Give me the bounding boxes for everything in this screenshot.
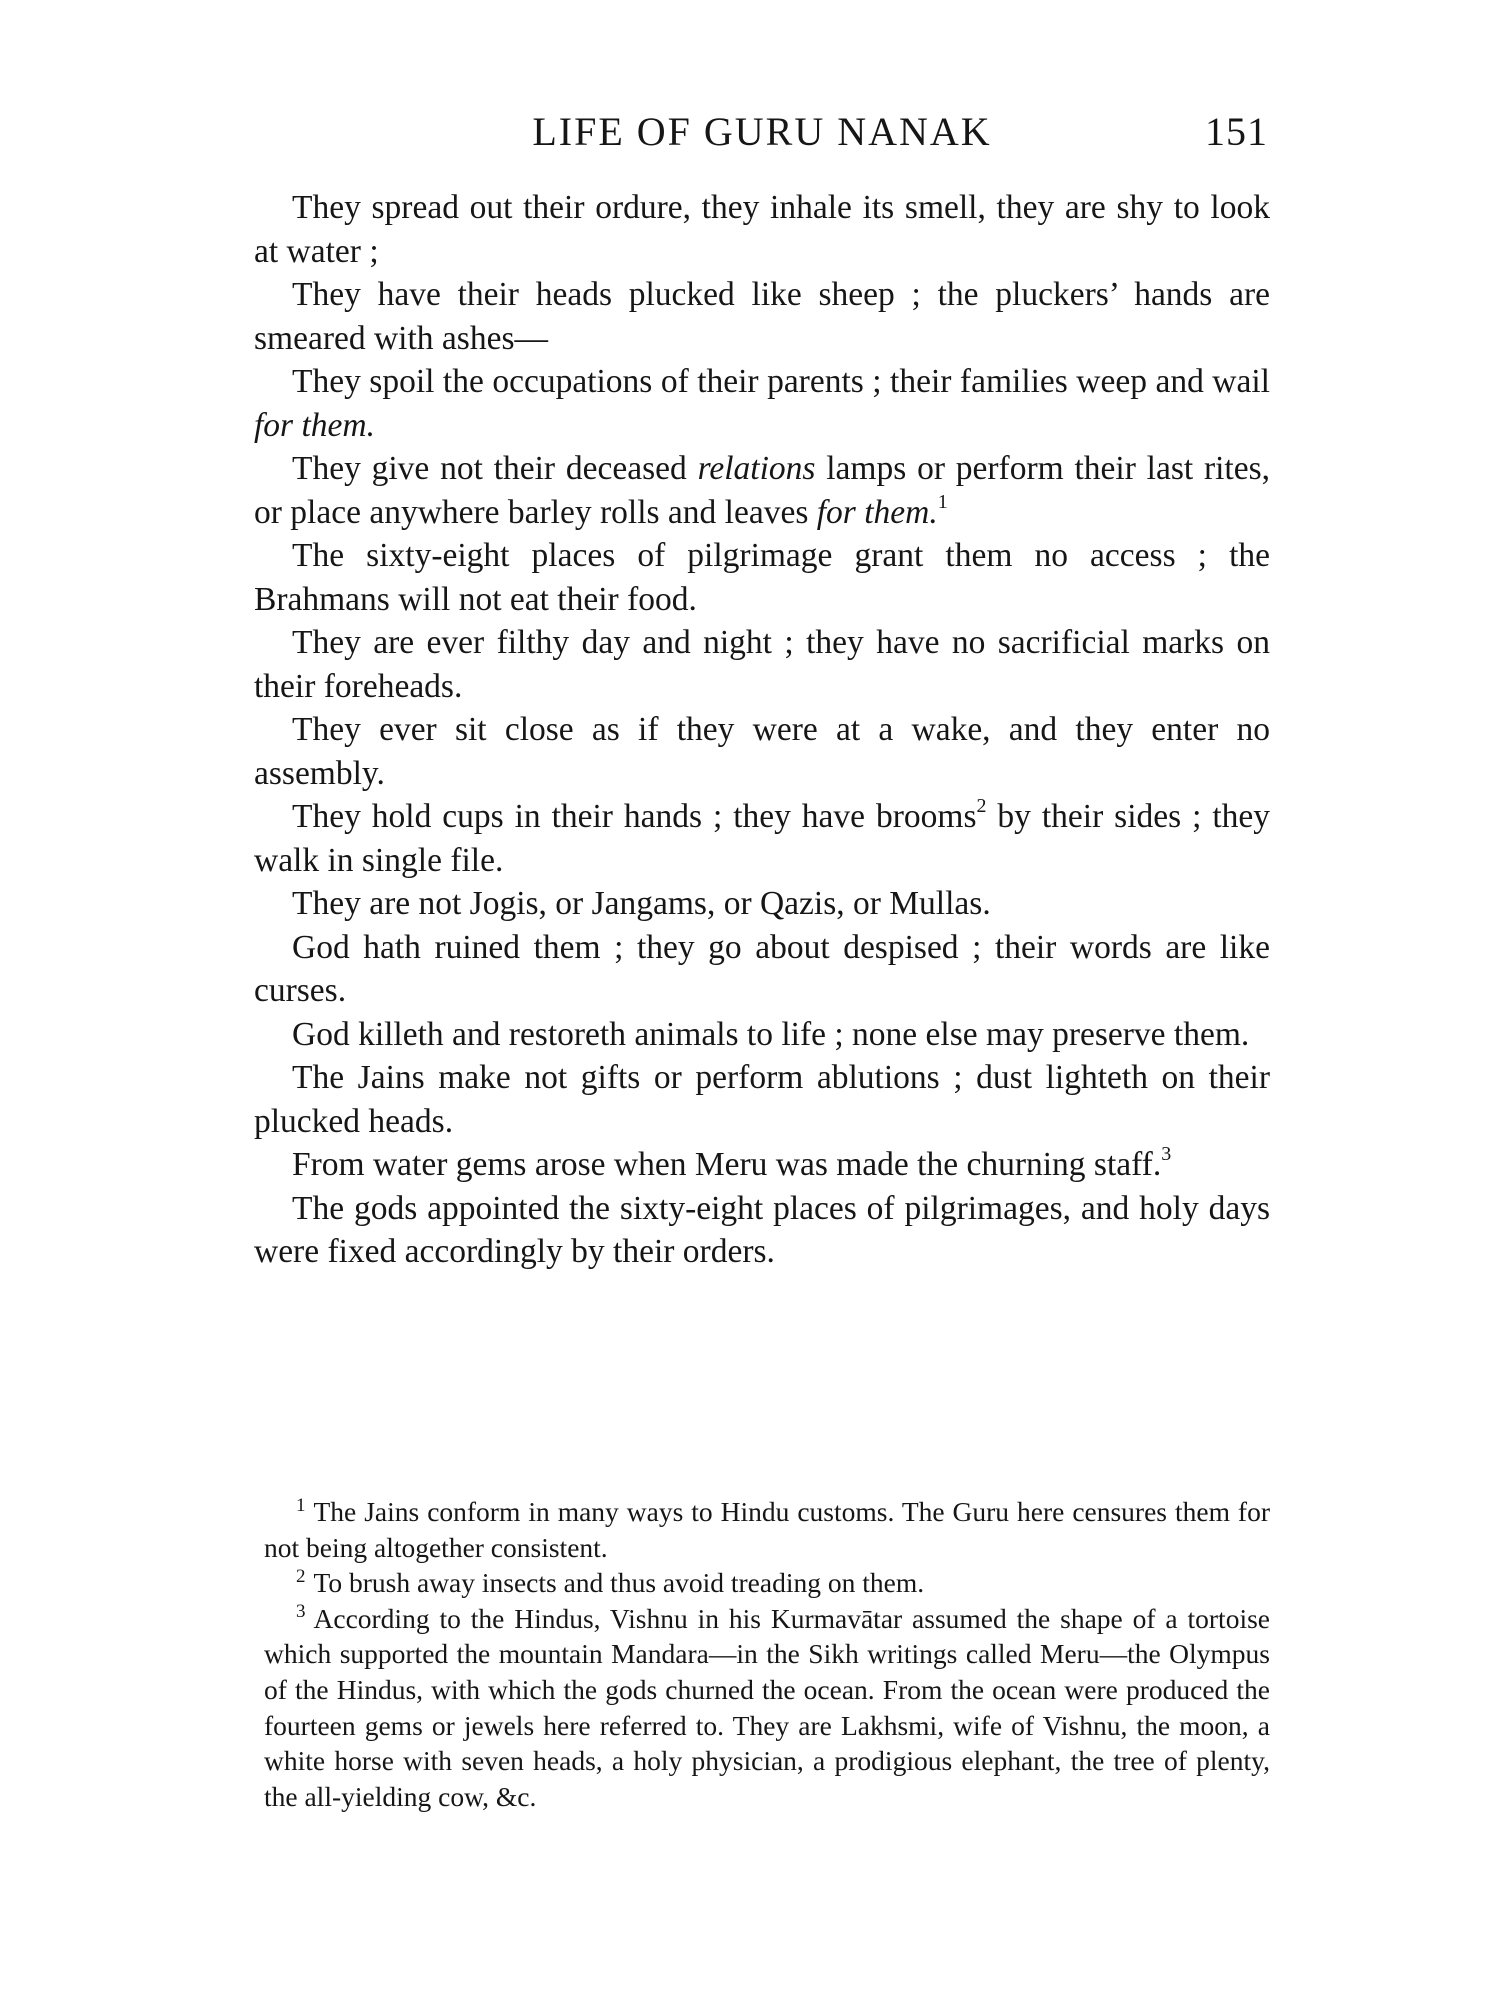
verse-line: They have their heads plucked like sheep ; the pluckers’ hands are smeared with ashes— — [254, 276, 1270, 357]
verse-line: They hold cups in their hands ; they have brooms$^2$ by their sides ; they walk in single file. — [254, 795, 1271, 879]
verse-line: They spoil the occupations of their parents ; their families weep and wail for them. — [254, 363, 1270, 444]
footnote: $^3$ According to the Hindus, Vishnu in his Kurmavātar assumed the shape of a tortoise which supported the mountain Mandara—in the Sikh writings called Meru—the Olympus of the Hindus, with which the gods churned the ocean. From the ocean were produced the fourteen gems or jewels here referred to. They are Lakhsmi, wife of Vishnu, the moon, a white horse with seven heads, a holy physician, a prodigious elephant, the tree of plenty, the all-yielding cow, &c. — [264, 1601, 1270, 1812]
verse-line: They ever sit close as if they were at a wake, and they enter no assembly. — [254, 711, 1270, 792]
verse-line: They give not their deceased relations lamps or perform their last rites, or place anywhere barley rolls and leaves for them.$^1$ — [254, 450, 1271, 531]
verse-line: The Jains make not gifts or perform ablutions ; dust lighteth on their plucked heads. — [254, 1059, 1270, 1140]
verse-line: God hath ruined them ; they go about despised ; their words are like curses. — [254, 928, 1270, 1009]
footnote: $^2$ To brush away insects and thus avoid treading on them. — [296, 1565, 925, 1599]
verse-line: They are ever filthy day and night ; they have no sacrificial marks on their foreheads. — [254, 624, 1270, 705]
page-number: 151 — [1205, 109, 1268, 154]
running-title: LIFE OF GURU NANAK — [532, 109, 992, 154]
verse-line: God killeth and restoreth animals to life ; none else may preserve them. — [292, 1015, 1250, 1053]
verse-line: The gods appointed the sixty-eight places of pilgrimages, and holy days were fixed accordingly by their orders. — [254, 1189, 1270, 1270]
footnote-ref: 2 — [976, 795, 987, 817]
footnotes — [264, 1494, 1270, 1814]
footnote-mark: 3 — [296, 1601, 306, 1623]
verse-line: They are not Jogis, or Jangams, or Qazis, or Mullas. — [292, 885, 991, 922]
footnote-mark: 1 — [296, 1494, 306, 1516]
footnote-ref: 1 — [937, 490, 948, 513]
verse-line: They spread out their ordure, they inhale its smell, they are shy to look at water ; — [254, 189, 1270, 270]
footnote-mark: 2 — [296, 1565, 306, 1587]
verse-line: The sixty-eight places of pilgrimage grant them no access ; the Brahmans will not eat their food. — [254, 537, 1270, 618]
verse-body — [254, 186, 1270, 1274]
footnote: $^1$ The Jains conform in many ways to Hindu customs. The Guru here censures them for not being altogether consistent. — [264, 1494, 1270, 1563]
footnote-ref: 3 — [1161, 1143, 1172, 1165]
verse-line: From water gems arose when Meru was made the churning staff.$^3$ — [292, 1143, 1172, 1183]
page-header — [256, 108, 1268, 158]
